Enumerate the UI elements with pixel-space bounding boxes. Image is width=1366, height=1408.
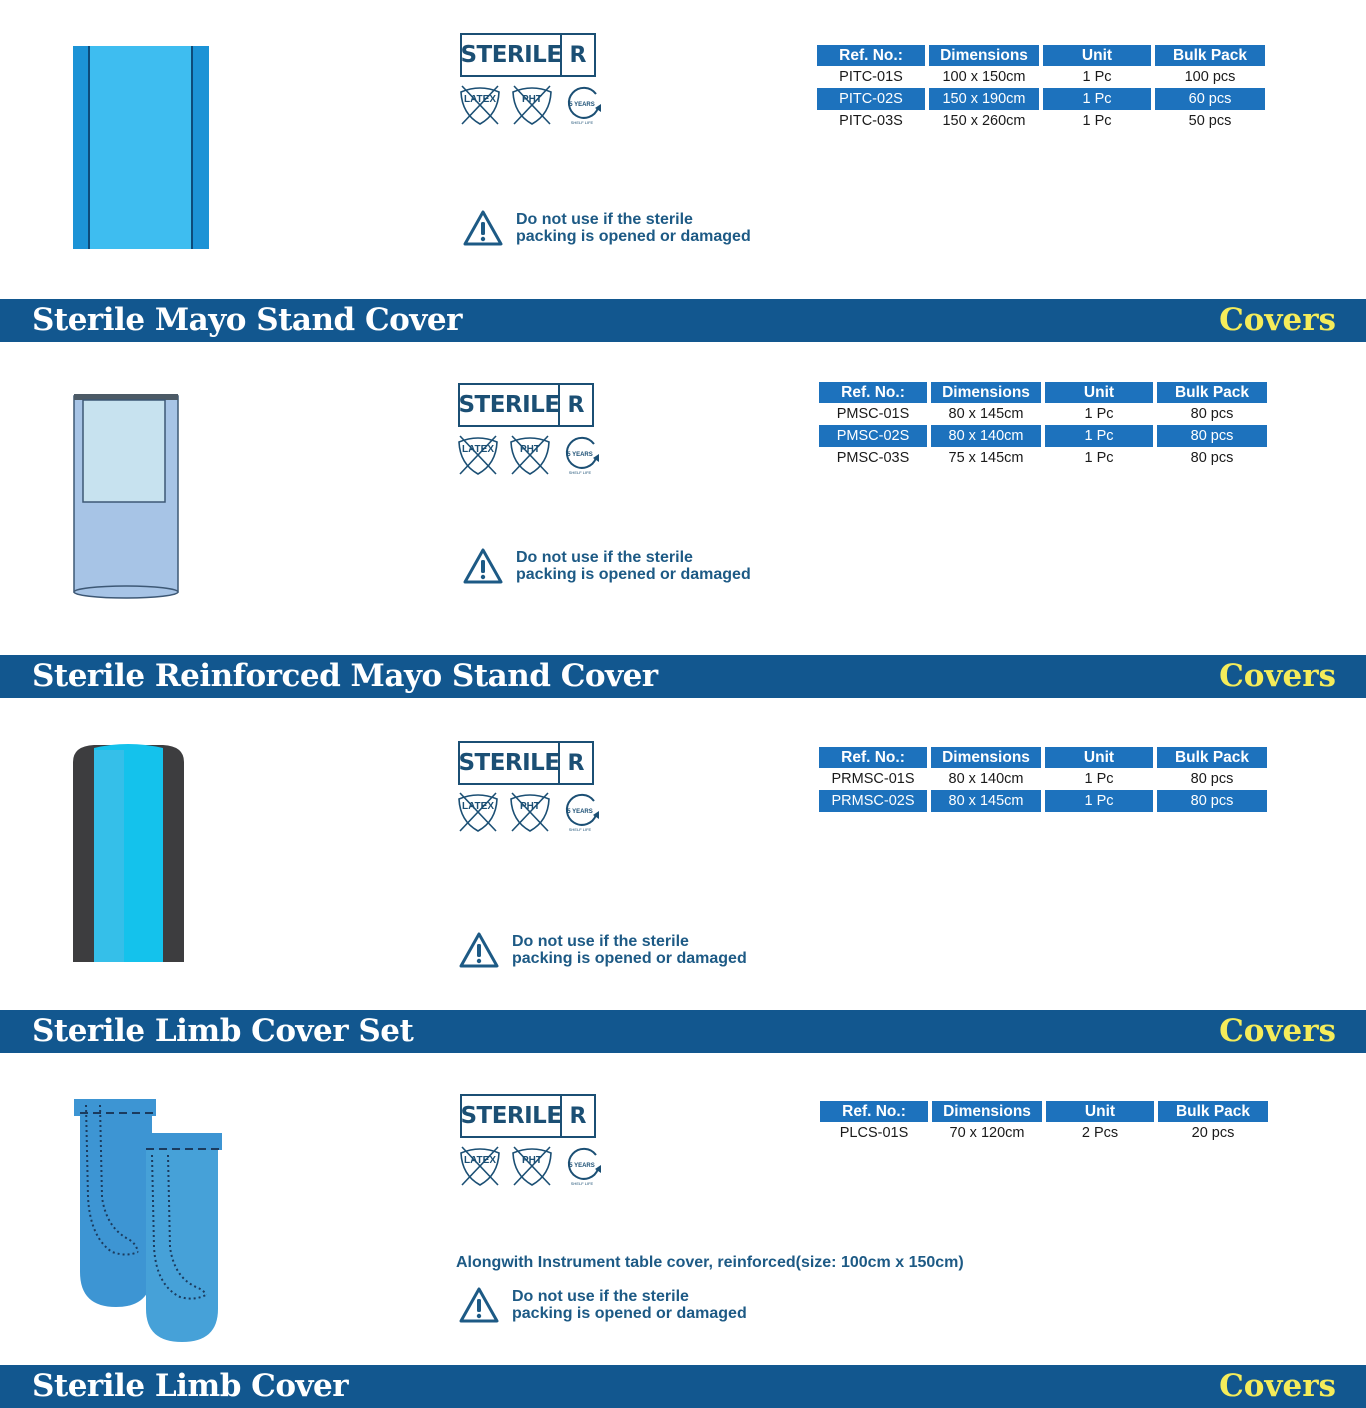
symbol-row xyxy=(458,82,606,126)
shelf-life-text: SHELF LIFE xyxy=(570,120,594,125)
cell-bulk-pack: 20 pcs xyxy=(1191,1125,1235,1141)
table-row xyxy=(819,425,1267,447)
header-bulk-pack: Bulk Pack xyxy=(1155,45,1265,66)
warning-triangle-icon xyxy=(462,547,504,585)
pht-free-icon xyxy=(508,432,552,476)
product-section-4 xyxy=(0,1053,1366,1408)
pht-free-icon xyxy=(510,1143,554,1187)
warning-text xyxy=(516,549,751,583)
warning-notice xyxy=(462,547,751,585)
spec-table-4 xyxy=(816,1101,1272,1144)
cell-ref-no: PRMSC-01S xyxy=(831,771,915,787)
section-title-band xyxy=(0,655,1366,698)
shelf-life-icon xyxy=(560,432,604,476)
spec-header-row xyxy=(819,747,1267,768)
years-text: 5 YEARS xyxy=(567,809,593,815)
table-row xyxy=(819,447,1267,469)
header-unit: Unit xyxy=(1046,1101,1154,1122)
cell-ref-no: PITC-01S xyxy=(839,69,903,85)
warning-line-2: packing is opened or damaged xyxy=(512,950,747,967)
warning-line-1: Do not use if the sterile xyxy=(516,211,693,228)
cell-unit: 1 Pc xyxy=(1082,113,1112,129)
reinforced-mayo-cover-image xyxy=(72,744,185,964)
header-bulk-pack: Bulk Pack xyxy=(1157,747,1267,768)
spec-table-2 xyxy=(815,382,1271,469)
table-row xyxy=(817,88,1265,110)
cell-dimensions: 100 x 150cm xyxy=(942,69,1026,85)
cell-ref-no: PITC-03S xyxy=(839,113,903,129)
pht-free-icon xyxy=(510,82,554,126)
latex-text: LATEX xyxy=(463,1155,497,1166)
cell-bulk-pack: 80 pcs xyxy=(1190,406,1234,422)
sterile-word: STERILE xyxy=(460,743,560,783)
spec-table-3 xyxy=(815,747,1271,812)
shelf-life-text: SHELF LIFE xyxy=(568,827,592,832)
cell-unit: 1 Pc xyxy=(1084,771,1114,787)
table-row xyxy=(819,403,1267,425)
section-title: Sterile Reinforced Mayo Stand Cover xyxy=(32,658,658,694)
header-unit: Unit xyxy=(1043,45,1151,66)
spec-header-row xyxy=(820,1101,1268,1122)
symbol-row xyxy=(458,1143,606,1187)
sterile-method-mark: R xyxy=(567,750,585,776)
instrument-table-cover-image xyxy=(72,45,210,250)
cell-bulk-pack: 80 pcs xyxy=(1190,771,1234,787)
cell-unit: 1 Pc xyxy=(1045,425,1153,447)
table-row xyxy=(819,790,1267,812)
sterile-method-mark: R xyxy=(567,392,585,418)
header-ref-no: Ref. No.: xyxy=(819,747,927,768)
category-label: Covers xyxy=(1219,1368,1336,1404)
mayo-stand-cover-image xyxy=(72,392,180,602)
warning-line-2: packing is opened or damaged xyxy=(516,228,751,245)
warning-notice xyxy=(458,1286,747,1324)
shelf-life-icon xyxy=(562,82,606,126)
header-ref-no: Ref. No.: xyxy=(819,382,927,403)
section-title-band xyxy=(0,299,1366,342)
warning-line-2: packing is opened or damaged xyxy=(512,1305,747,1322)
cell-bulk-pack: 60 pcs xyxy=(1155,88,1265,110)
header-dimensions: Dimensions xyxy=(931,747,1041,768)
cell-bulk-pack: 80 pcs xyxy=(1157,790,1267,812)
years-text: 5 YEARS xyxy=(569,1163,595,1169)
sterile-word: STERILE xyxy=(460,385,560,425)
section-title: Sterile Mayo Stand Cover xyxy=(32,302,462,338)
header-ref-no: Ref. No.: xyxy=(820,1101,928,1122)
cell-dimensions: 75 x 145cm xyxy=(948,450,1024,466)
cell-ref-no: PITC-02S xyxy=(817,88,925,110)
cell-unit: 1 Pc xyxy=(1082,69,1112,85)
latex-free-icon xyxy=(456,789,500,833)
sterile-label xyxy=(458,383,594,427)
sterile-label xyxy=(460,1094,596,1138)
header-ref-no: Ref. No.: xyxy=(817,45,925,66)
spec-table-1 xyxy=(813,45,1269,132)
cell-dimensions: 80 x 145cm xyxy=(948,406,1024,422)
latex-free-icon xyxy=(458,1143,502,1187)
spec-header-row xyxy=(819,382,1267,403)
section-title-band xyxy=(0,1365,1366,1408)
pht-free-icon xyxy=(508,789,552,833)
warning-text xyxy=(512,1288,747,1322)
sterile-word: STERILE xyxy=(462,1096,562,1136)
warning-notice xyxy=(458,931,747,969)
cell-bulk-pack: 80 pcs xyxy=(1157,425,1267,447)
table-row xyxy=(819,768,1267,790)
latex-free-icon xyxy=(456,432,500,476)
header-unit: Unit xyxy=(1045,382,1153,403)
symbol-row xyxy=(456,789,604,833)
pht-text: PHT xyxy=(522,94,542,105)
section-title: Sterile Limb Cover xyxy=(32,1368,349,1404)
sterile-method-mark: R xyxy=(569,42,587,68)
category-label: Covers xyxy=(1219,658,1336,694)
header-bulk-pack: Bulk Pack xyxy=(1157,382,1267,403)
table-row xyxy=(820,1122,1268,1144)
cell-dimensions: 80 x 145cm xyxy=(931,790,1041,812)
header-dimensions: Dimensions xyxy=(932,1101,1042,1122)
table-row xyxy=(817,110,1265,132)
header-bulk-pack: Bulk Pack xyxy=(1158,1101,1268,1122)
warning-line-1: Do not use if the sterile xyxy=(512,933,689,950)
cell-bulk-pack: 100 pcs xyxy=(1184,69,1236,85)
warning-triangle-icon xyxy=(462,209,504,247)
sterile-method-mark: R xyxy=(569,1103,587,1129)
sterile-label xyxy=(458,741,594,785)
cell-dimensions: 80 x 140cm xyxy=(931,425,1041,447)
cell-bulk-pack: 50 pcs xyxy=(1188,113,1232,129)
warning-triangle-icon xyxy=(458,931,500,969)
shelf-life-text: SHELF LIFE xyxy=(568,470,592,475)
cell-dimensions: 70 x 120cm xyxy=(949,1125,1025,1141)
years-text: 5 YEARS xyxy=(567,452,593,458)
section-title-band xyxy=(0,1010,1366,1053)
warning-text xyxy=(512,933,747,967)
product-section-1 xyxy=(0,0,1366,343)
pht-text: PHT xyxy=(522,1155,542,1166)
cell-dimensions: 150 x 260cm xyxy=(942,113,1026,129)
cell-ref-no: PMSC-02S xyxy=(819,425,927,447)
years-text: 5 YEARS xyxy=(569,102,595,108)
latex-text: LATEX xyxy=(461,444,495,455)
warning-line-2: packing is opened or damaged xyxy=(516,566,751,583)
cell-ref-no: PMSC-03S xyxy=(836,450,910,466)
cell-ref-no: PRMSC-02S xyxy=(819,790,927,812)
accessory-note: Alongwith Instrument table cover, reinforced(size: 100cm x 150cm) xyxy=(456,1254,964,1271)
limb-cover-image xyxy=(72,1097,224,1345)
product-section-3 xyxy=(0,698,1366,1053)
cell-dimensions: 80 x 140cm xyxy=(948,771,1024,787)
cell-unit: 1 Pc xyxy=(1045,790,1153,812)
product-section-2 xyxy=(0,343,1366,698)
latex-free-icon xyxy=(458,82,502,126)
latex-text: LATEX xyxy=(461,801,495,812)
symbol-row xyxy=(456,432,604,476)
table-row xyxy=(817,66,1265,88)
cell-ref-no: PLCS-01S xyxy=(839,1125,909,1141)
shelf-life-text: SHELF LIFE xyxy=(570,1181,594,1186)
cell-unit: 1 Pc xyxy=(1084,450,1114,466)
sterile-label xyxy=(460,33,596,77)
warning-notice xyxy=(462,209,751,247)
cell-dimensions: 150 x 190cm xyxy=(929,88,1039,110)
sterile-word: STERILE xyxy=(462,35,562,75)
cell-unit: 2 Pcs xyxy=(1081,1125,1119,1141)
warning-line-1: Do not use if the sterile xyxy=(512,1288,689,1305)
warning-text xyxy=(516,211,751,245)
cell-ref-no: PMSC-01S xyxy=(836,406,910,422)
warning-triangle-icon xyxy=(458,1286,500,1324)
category-label: Covers xyxy=(1219,1013,1336,1049)
cell-bulk-pack: 80 pcs xyxy=(1190,450,1234,466)
header-dimensions: Dimensions xyxy=(929,45,1039,66)
shelf-life-icon xyxy=(560,789,604,833)
header-dimensions: Dimensions xyxy=(931,382,1041,403)
latex-text: LATEX xyxy=(463,94,497,105)
category-label: Covers xyxy=(1219,302,1336,338)
cell-unit: 1 Pc xyxy=(1084,406,1114,422)
spec-header-row xyxy=(817,45,1265,66)
header-unit: Unit xyxy=(1045,747,1153,768)
warning-line-1: Do not use if the sterile xyxy=(516,549,693,566)
section-title: Sterile Limb Cover Set xyxy=(32,1013,414,1049)
cell-unit: 1 Pc xyxy=(1043,88,1151,110)
shelf-life-icon xyxy=(562,1143,606,1187)
pht-text: PHT xyxy=(520,801,540,812)
pht-text: PHT xyxy=(520,444,540,455)
